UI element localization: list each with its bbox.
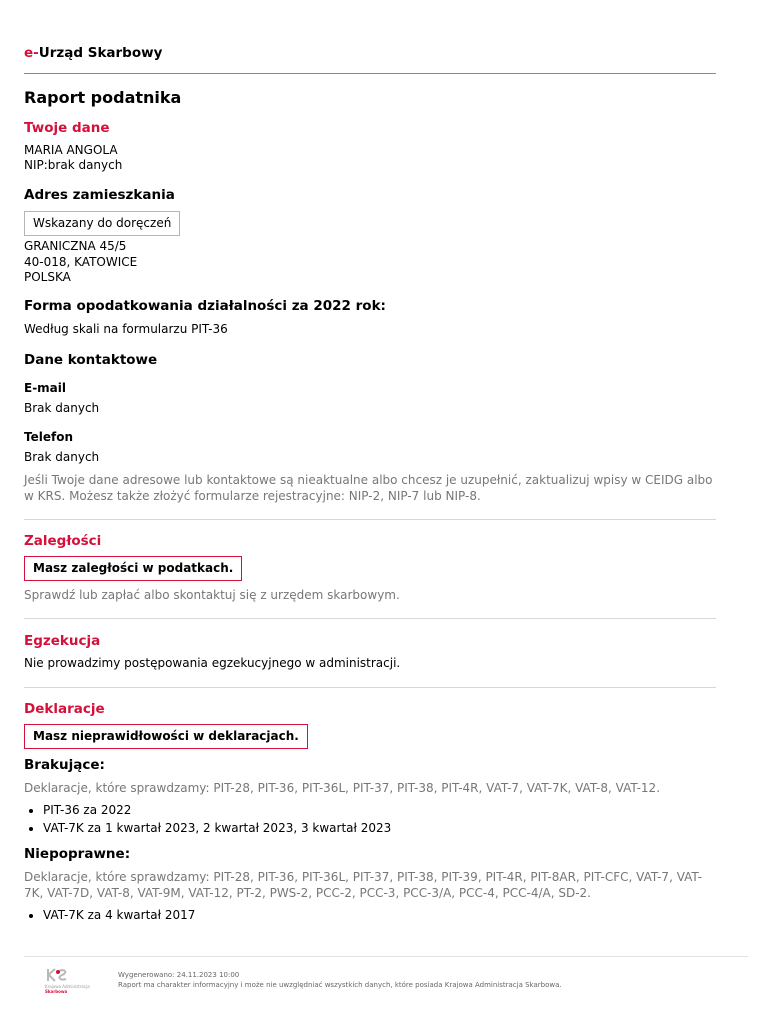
address-line-2: 40-018, KATOWICE [24, 255, 138, 269]
brand-logo-text [24, 45, 162, 61]
arrears-alert: Masz zaległości w podatkach. [24, 556, 242, 581]
address-line-3: POLSKA [24, 270, 71, 284]
section-divider [24, 519, 716, 520]
declarations-heading: Deklaracje [24, 701, 105, 717]
footer-divider [24, 956, 748, 957]
incorrect-declarations-heading: Niepoprawne: [24, 846, 131, 862]
section-divider [24, 687, 716, 688]
section-divider [24, 618, 716, 619]
contact-heading: Dane kontaktowe [24, 352, 158, 368]
logo-caption [45, 984, 90, 994]
contact-update-note: Jeśli Twoje dane adresowe lub kontaktowe są nieaktualne albo chcesz je uzupełnić, zaktualizuj wpisy w CEIDG albo w KRS. Możesz także złożyć formularze rejestracyjne: NIP-2, NIP-7 lub NIP-8. [24, 473, 713, 503]
taxpayer-nip: NIP:brak danych [24, 158, 123, 172]
generated-timestamp: Wygenerowano: 24.11.2023 10:00 [118, 971, 240, 979]
your-data-heading: Twoje dane [24, 120, 110, 136]
missing-declarations-list [24, 801, 391, 837]
logo-caption-line-2: Skarbowa [45, 989, 68, 994]
header-divider [24, 73, 716, 74]
brand-accent: e- [24, 45, 39, 61]
address-line-1: GRANICZNA 45/5 [24, 239, 127, 253]
enforcement-text: Nie prowadzimy postępowania egzekucyjnego w administracji. [24, 656, 401, 670]
footer-disclaimer: Raport ma charakter informacyjny i może nie uwzględniać wszystkich danych, które posiada Krajowa Administracja Skarbowa. [118, 981, 562, 989]
list-item: • VAT-7K za 4 kwartał 2017 [43, 906, 195, 924]
taxation-form-value: Według skali na formularzu PIT-36 [24, 322, 228, 336]
arrears-note: Sprawdź lub zapłać albo skontaktuj się z urzędem skarbowym. [24, 588, 400, 602]
page-title: Raport podatnika [24, 88, 182, 107]
declarations-alert: Masz nieprawidłowości w deklaracjach. [24, 724, 308, 749]
logo-caption-line-1: Krajowa Administracja [45, 984, 90, 989]
delivery-address-badge: Wskazany do doręczeń [24, 211, 180, 236]
phone-label: Telefon [24, 430, 73, 444]
list-item: • PIT-36 za 2022 [43, 801, 391, 819]
incorrect-declarations-list [24, 906, 195, 924]
missing-declarations-heading: Brakujące: [24, 757, 105, 773]
address-heading: Adres zamieszkania [24, 187, 175, 203]
list-item: • VAT-7K za 1 kwartał 2023, 2 kwartał 2023, 3 kwartał 2023 [43, 819, 391, 837]
phone-value: Brak danych [24, 450, 100, 464]
incorrect-checked-note: Deklaracje, które sprawdzamy: PIT-28, PIT-36, PIT-36L, PIT-37, PIT-38, PIT-39, PIT-4R, PIT-8AR, PIT-CFC, VAT-7, VAT-7K, VAT-7D, VAT-8, VAT-9M, VAT-12, PT-2, PWS-2, PCC-2, PCC-3, PCC-3/A, PCC-4, PCC-4/A, SD-2. [24, 870, 702, 900]
email-label: E-mail [24, 381, 67, 395]
brand-name: Urząd Skarbowy [38, 45, 163, 61]
email-value: Brak danych [24, 401, 100, 415]
kas-logo-icon [44, 966, 100, 1000]
taxation-form-heading: Forma opodatkowania działalności za 2022 rok: [24, 298, 386, 314]
taxpayer-name: MARIA ANGOLA [24, 143, 118, 157]
arrears-heading: Zaległości [24, 533, 102, 549]
missing-checked-note: Deklaracje, które sprawdzamy: PIT-28, PIT-36, PIT-36L, PIT-37, PIT-38, PIT-4R, VAT-7, VAT-7K, VAT-8, VAT-12. [24, 781, 661, 795]
enforcement-heading: Egzekucja [24, 633, 101, 649]
